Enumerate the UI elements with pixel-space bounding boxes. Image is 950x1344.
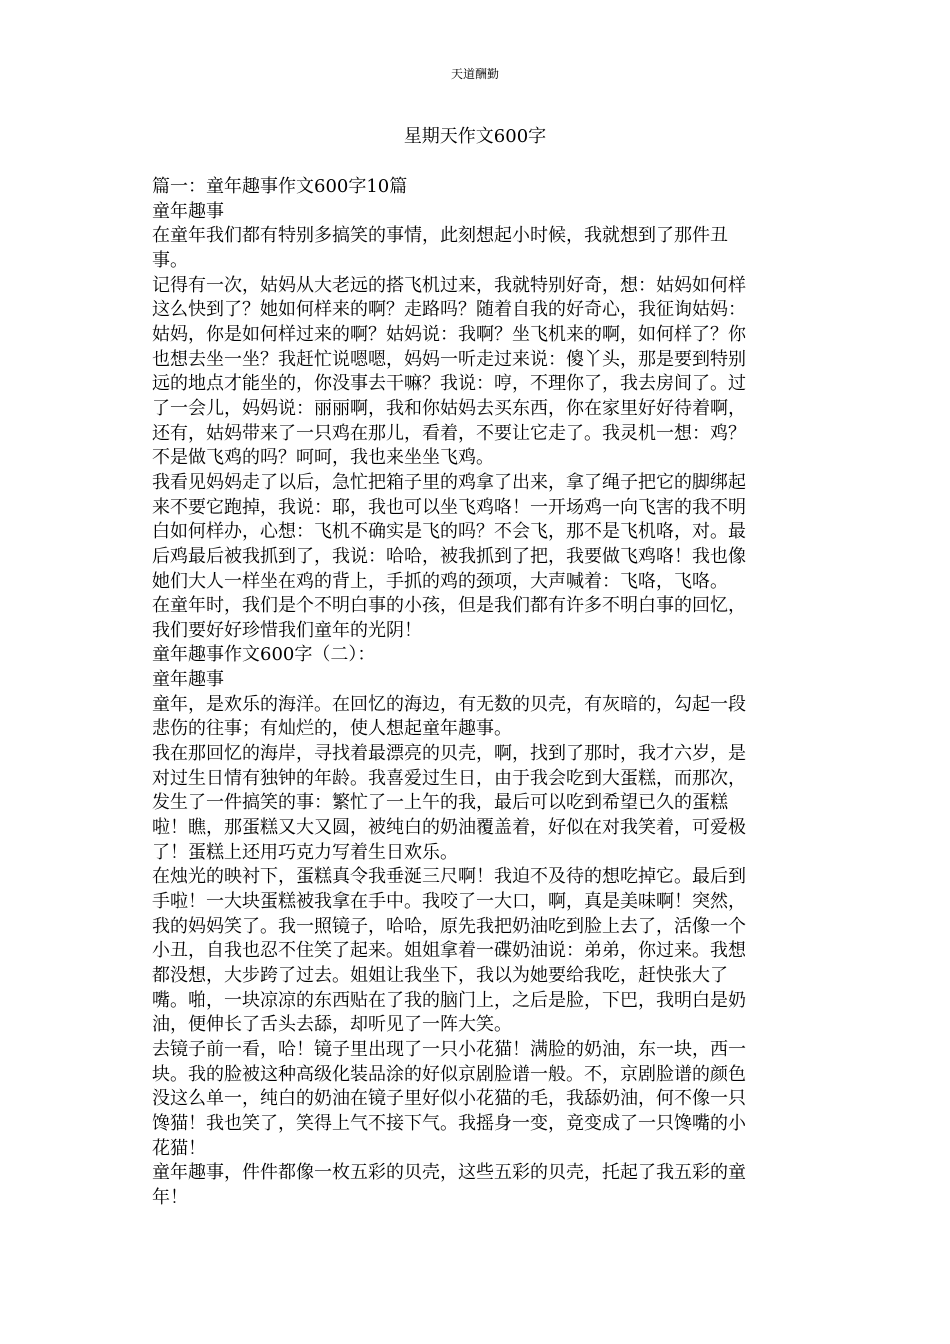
text-line: 在童年我们都有特别多搞笑的事情，此刻想起小时候，我就想到了那件丑: [152, 225, 728, 247]
text-line: 我们要好好珍惜我们童年的光阴！: [152, 619, 422, 641]
text-line: 童年趣事作文600字（二）：: [152, 644, 376, 666]
text-line: 对过生日情有独钟的年龄。我喜爱过生日，由于我会吃到大蛋糕，而那次，: [152, 767, 746, 789]
text-line: 手啦！一大块蛋糕被我拿在手中。我咬了一大口，啊，真是美味啊！突然，: [152, 891, 746, 913]
document-title: 星期天作文600字: [403, 126, 547, 147]
text-line: 没这么单一，纯白的奶油在镜子里好似小花猫的毛，我舔奶油，何不像一只: [152, 1088, 746, 1110]
text-line: 童年趣事，件件都像一枚五彩的贝壳，这些五彩的贝壳，托起了我五彩的童: [152, 1162, 746, 1184]
text-line: 花猫！: [152, 1137, 206, 1159]
page-header: 天道酬勤: [450, 67, 499, 81]
text-line: 馋猫！我也笑了，笑得上气不接下气。我摇身一变，竟变成了一只馋嘴的小: [152, 1112, 746, 1134]
text-line: 都没想，大步跨了过去。姐姐让我坐下，我以为她要给我吃，赶快张大了: [152, 965, 728, 986]
text-line: 这么快到了？她如何样来的啊？走路吗？随着自我的好奇心，我征询姑妈：: [152, 299, 746, 321]
text-line: 我看见妈妈走了以后，急忙把箱子里的鸡拿了出来，拿了绳子把它的脚绑起: [152, 471, 746, 493]
text-line: 嘴。啪，一块凉凉的东西贴在了我的脑门上，之后是脸，下巴，我明白是奶: [152, 989, 746, 1011]
text-line: 她们大人一样坐在鸡的背上，手抓的鸡的颈项，大声喊着：飞咯，飞咯。: [152, 570, 728, 592]
document-body: [152, 175, 784, 1211]
text-line: 记得有一次，姑妈从大老远的搭飞机过来，我就特别好奇，想：姑妈如何样: [152, 274, 746, 296]
text-line: 童年趣事: [152, 200, 224, 222]
text-line: 啦！瞧，那蛋糕又大又圆，被纯白的奶油覆盖着，好似在对我笑着，可爱极: [152, 817, 746, 839]
text-line: 不是做飞鸡的吗？呵呵，我也来坐坐飞鸡。: [152, 447, 494, 469]
text-line: 后鸡最后被我抓到了，我说：哈哈，被我抓到了把，我要做飞鸡咯！我也像: [152, 545, 746, 567]
text-line: 远的地点才能坐的，你没事去干嘛？我说：哼，不理你了，我去房间了。过: [152, 373, 746, 395]
text-line: 了一会儿，妈妈说：丽丽啊，我和你姑妈去买东西，你在家里好好待着啊，: [152, 397, 746, 419]
text-line: 在童年时，我们是个不明白事的小孩，但是我们都有许多不明白事的回忆，: [152, 595, 746, 617]
text-line: 白如何样办，心想：飞机不确实是飞的吗？不会飞，那不是飞机咯，对。最: [152, 521, 746, 543]
text-line: 我的妈妈笑了。我一照镜子，哈哈，原先我把奶油吃到脸上去了，活像一个: [152, 915, 746, 937]
text-line: 篇一：童年趣事作文600字10篇: [152, 176, 408, 197]
text-line: 发生了一件搞笑的事：繁忙了一上午的我，最后可以吃到希望已久的蛋糕: [152, 792, 728, 814]
text-line: 年！: [152, 1186, 188, 1208]
text-line: 我在那回忆的海岸，寻找着最漂亮的贝壳，啊，找到了那时，我才六岁，是: [152, 743, 746, 765]
text-line: 了！蛋糕上还用巧克力写着生日欢乐。: [152, 841, 458, 863]
text-line: 小丑，自我也忍不住笑了起来。姐姐拿着一碟奶油说：弟弟，你过来。我想: [152, 940, 746, 962]
text-line: 也想去坐一坐？我赶忙说嗯嗯，妈妈一听走过来说：傻丫头，那是要到特别: [152, 348, 746, 370]
text-line: 来不要它跑掉，我说：耶，我也可以坐飞鸡咯！一开场鸡一向飞害的我不明: [152, 496, 746, 518]
text-line: 油，便伸长了舌头去舔，却听见了一阵大笑。: [152, 1014, 512, 1036]
text-line: 事。: [152, 249, 188, 271]
text-line: 悲伤的往事；有灿烂的，使人想起童年趣事。: [152, 718, 512, 740]
text-line: 还有，姑妈带来了一只鸡在那儿，看着，不要让它走了。我灵机一想：鸡？: [152, 422, 746, 444]
text-line: 块。我的脸被这种高级化装品涂的好似京剧脸谱一般。不，京剧脸谱的颜色: [152, 1063, 746, 1085]
text-line: 姑妈，你是如何样过来的啊？姑妈说：我啊？坐飞机来的啊，如何样了？你: [152, 323, 746, 345]
text-line: 童年，是欢乐的海洋。在回忆的海边，有无数的贝壳，有灰暗的，勾起一段: [152, 693, 746, 715]
text-line: 在烛光的映衬下，蛋糕真令我垂涎三尺啊！我迫不及待的想吃掉它。最后到: [152, 866, 746, 888]
text-line: 去镜子前一看，哈！镜子里出现了一只小花猫！满脸的奶油，东一块，西一: [152, 1038, 746, 1060]
text-line: 童年趣事: [152, 669, 224, 691]
